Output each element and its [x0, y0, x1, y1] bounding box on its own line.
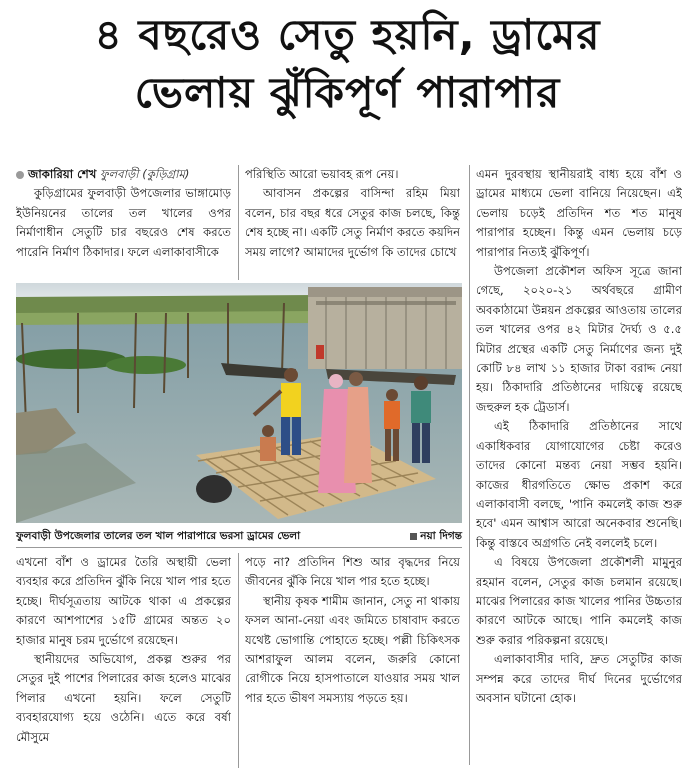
paragraph: এই ঠিকাদারি প্রতিষ্ঠানের সাথে একাধিকবার যোগাযোগের চেষ্টা করেও তাদের কোনো মন্তব্য নেয়া সম্ভব হয়নি। কাজের ধীরগতিতে ক্ষোভ প্রকাশ করে এলাকাবাসী বলছে, 'পানি কমলেই কাজ শুরু হবে' এমন আশ্বাস আরো অনেকবার শুনেছি। কিন্তু বাস্তবে অগ্রগতি নেই বললেই চলে।	[476, 419, 682, 550]
news-photo	[16, 283, 462, 523]
paragraph: পরিস্থিতি আরো ভয়াবহ রূপ নেয়।	[245, 167, 399, 181]
paragraph: উপজেলা প্রকৌশল অফিস সূত্রে জানা গেছে, ২০২০-২১ অর্থবছরে গ্রামীণ অবকাঠামো উন্নয়ন প্রকল্পের আওতায় তালের তল খালের ওপর ৪২ মিটার দৈর্ঘ্য ও ৫.৫ মিটার প্রস্থের একটি সেতু নির্মাণের জন্য দুই কোটি ৮৪ লাখ ১১ হাজার টাকা বরাদ্দ নেয়া হয়। ঠিকাদারি প্রতিষ্ঠানের দায়িত্বে রয়েছে জহুরুল হক ট্রেডার্স।	[476, 264, 682, 414]
dateline-location: ফুলবাড়ী (কুড়িগ্রাম)	[100, 167, 190, 181]
reporter-name: জাকারিয়া শেখ	[28, 167, 97, 181]
paragraph: এমন দুরবস্থায় স্থানীয়রাই বাধ্য হয়ে বাঁশ ও ড্রামের মাধ্যমে ভেলা বানিয়ে নিয়েছেন। এই ভেলায় চড়েই প্রতিদিন শত শত মানুষ পারাপার হচ্ছেন। কিন্তু এমন ভেলায় চড়ে পারাপার নিত্যই ঝুঁকিপূর্ণ।	[476, 167, 682, 259]
headline-line-1: ৪ বছরেও সেতু হয়নি, ড্রামের	[94, 10, 601, 59]
paragraph: স্থানীয়দের অভিযোগ, প্রকল্প শুরুর পর সেতুর দুই পাশের পিলারের কাজ হলেও মাঝের পিলার এখনো হয়নি। ফলে সেতুটি ব্যবহারযোগ্য হয়ে ওঠেনি। এতে করে বর্ষা মৌসুমে	[16, 652, 231, 744]
headline	[0, 6, 695, 122]
paragraph: এলাকাবাসীর দাবি, দ্রুত সেতুটির কাজ সম্পন্ন করে তাদের দীর্ঘ দিনের দুর্ভোগের অবসান ঘটানো হোক।	[476, 652, 682, 705]
paragraph: স্থানীয় কৃষক শামীম জানান, সেতু না থাকায় ফসল আনা-নেয়া এবং জমিতে চাষাবাদ করতে যথেষ্ট ভোগান্তি পোহাতে হচ্ছে। পল্লী চিকিৎসক আশরাফুল আলম বলেন, জরুরি কোনো রোগীকে নিয়ে হাসপাতালে যাওয়ার সময় খাল পার হতে ভীষণ সমস্যায় পড়তে হয়।	[245, 593, 460, 705]
caption-text: ফুলবাড়ী উপজেলার তালের তল খাল পারাপারে ভরসা ড্রামের ভেলা	[16, 530, 301, 542]
caption-divider	[16, 547, 462, 548]
column-divider	[469, 165, 470, 765]
column-1-top	[16, 165, 231, 280]
column-3	[476, 165, 682, 770]
byline	[16, 165, 231, 184]
headline-line-2: ভেলায় ঝুঁকিপূর্ণ পারাপার	[134, 68, 561, 117]
paragraph: আবাসন প্রকল্পের বাসিন্দা রহিম মিয়া বলেন, চার বছর ধরে সেতুর কাজ চলছে, কিন্তু শেষ হচ্ছে না। একটি সেতু নির্মাণ করতে কয়দিন সময় লাগে? আমাদের দুর্ভোগ কি তাদের চোখে	[245, 186, 460, 259]
column-2-bottom	[245, 553, 460, 773]
photo-credit	[410, 527, 462, 545]
square-bullet-icon	[410, 533, 417, 540]
photo-caption	[16, 527, 462, 545]
paragraph: কুড়িগ্রামের ফুলবাড়ী উপজেলার ভাঙ্গামোড় ইউনিয়নের তালের তল খালের ওপর নির্মাণাধীন সেতুটি চার বছরেও শেষ করতে পারেনি নির্মাণ ঠিকাদার। ফলে এলাকাবাসীকে	[16, 186, 231, 259]
column-divider	[238, 553, 239, 768]
raft-river-photo	[16, 283, 462, 523]
column-divider	[238, 165, 239, 280]
column-2-top	[245, 165, 460, 280]
bullet-icon	[16, 171, 24, 179]
paragraph: এখনো বাঁশ ও ড্রামের তৈরি অস্থায়ী ভেলা ব্যবহার করে প্রতিদিন ঝুঁকি নিয়ে খাল পার হতে হচ্ছে। দীর্ঘসূত্রতায় আটকে থাকা এ প্রকল্পের কারণে আশপাশের ১৫টি গ্রামের অন্তত ২০ হাজার মানুষ চরম দুর্ভোগে রয়েছেন।	[16, 555, 231, 647]
paragraph: পড়ে না? প্রতিদিন শিশু আর বৃদ্ধদের নিয়ে জীবনের ঝুঁকি নিয়ে খাল পার হতে হচ্ছে।	[245, 555, 460, 589]
credit-text: নয়া দিগন্ত	[420, 530, 462, 542]
paragraph: এ বিষয়ে উপজেলা প্রকৌশলী মামুনুর রহমান বলেন, সেতুর কাজ চলমান রয়েছে। মাঝের পিলারের কাজ খালের পানির উচ্চতার কারণে আটকে আছে। পানি কমলেই কাজ শুরু করার পরিকল্পনা রয়েছে।	[476, 555, 682, 647]
column-1-bottom	[16, 553, 231, 773]
